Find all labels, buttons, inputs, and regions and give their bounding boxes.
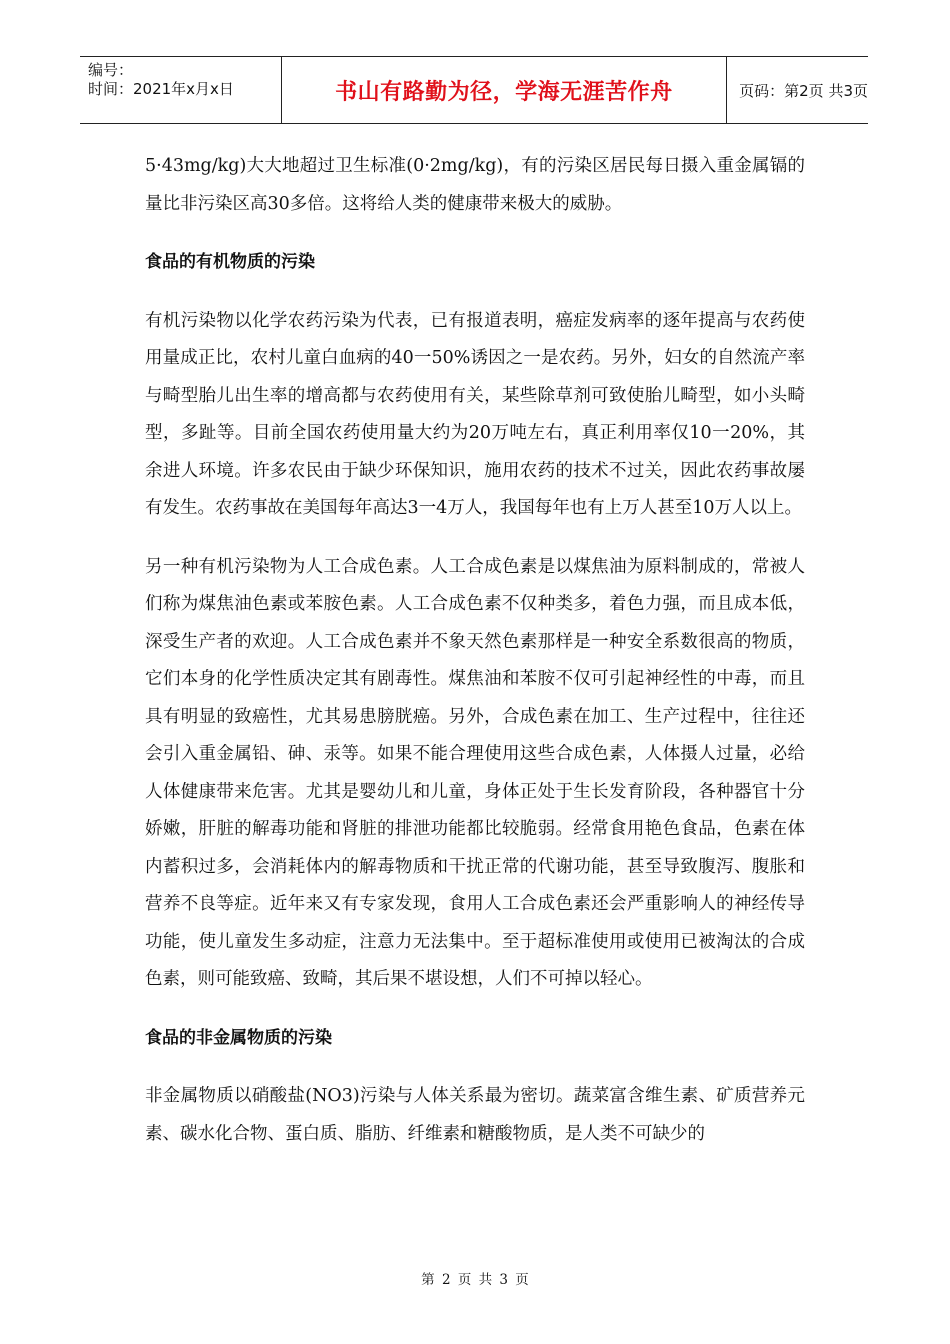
- header-meta: [80, 57, 281, 123]
- page-header: [80, 56, 868, 124]
- section-heading-nonmetal: 食品的非金属物质的污染: [145, 1027, 332, 1048]
- paragraph-pesticides: 有机污染物以化学农药污染为代表，已有报道表明，癌症发病率的逐年提高与农药使用量成正比，农村儿童白血病的40一50%诱因之一是农药。另外，妇女的自然流产率与畸型胎儿出生率的增高都与农药使用有关，某些除草剂可致使胎儿畸型，如小头畸型，多趾等。目前全国农药使用量大约为20万吨左右，真正利用率仅10一20%，其余进人环境。许多农民由于缺少环保知识，施用农药的技术不过关，因此农药事故屡有发生。农药事故在美国每年高达3一4万人，我国每年也有上万人甚至10万人以上。: [145, 310, 805, 518]
- serial-number-label: 编号：: [88, 61, 134, 79]
- document-body: [145, 148, 805, 1153]
- header-motto-cell: [281, 57, 728, 123]
- section-heading-organic: 食品的有机物质的污染: [145, 252, 315, 272]
- paragraph-nitrate: 非金属物质以硝酸盐(NO3)污染与人体关系最为密切。蔬菜富含维生素、矿质营养元素、碳水化合物、蛋白质、脂肪、纤维素和糖酸物质，是人类不可缺少的: [145, 1086, 805, 1144]
- page-footer: 第 2 页 共 3 页: [421, 1272, 529, 1288]
- paragraph-synthetic-pigments: 另一种有机污染物为人工合成色素。人工合成色素是以煤焦油为原料制成的，常被人们称为煤焦油色素或苯胺色素。人工合成色素不仅种类多，着色力强，而且成本低，深受生产者的欢迎。人工合成色素并不象天然色素那样是一种安全系数很高的物质，它们本身的化学性质决定其有剧毒性。煤焦油和苯胺不仅可引起神经性的中毒，而且具有明显的致癌性，尤其易患膀胱癌。另外，合成色素在加工、生产过程中，往往还会引入重金属铅、砷、汞等。如果不能合理使用这些合成色素，人体摄人过量，必给人体健康带来危害。尤其是婴幼儿和儿童，身体正处于生长发育阶段，各种器官十分娇嫩，肝脏的解毒功能和肾脏的排泄功能都比较脆弱。经常食用艳色食品，色素在体内蓄积过多，会消耗体内的解毒物质和干扰正常的代谢功能，甚至导致腹泻、腹胀和营养不良等症。近年来又有专家发现，食用人工合成色素还会严重影响人的神经传导功能，使儿童发生多动症，注意力无法集中。至于超标准使用或使用已被淘汰的合成色素，则可能致癌、致畸，其后果不堪设想，人们不可掉以轻心。: [145, 556, 805, 989]
- date-label: 时间：2021年x月x日: [88, 80, 234, 98]
- header-page-info: 页码：第2页 共3页: [739, 81, 868, 100]
- paragraph-cadmium-continuation: 5·43mg/kg)大大地超过卫生标准(0·2mg/kg)，有的污染区居民每日摄入重金属镉的量比非污染区高30多倍。这将给人类的健康带来极大的威胁。: [145, 156, 805, 214]
- header-motto: 书山有路勤为径，学海无涯苦作舟: [335, 79, 673, 105]
